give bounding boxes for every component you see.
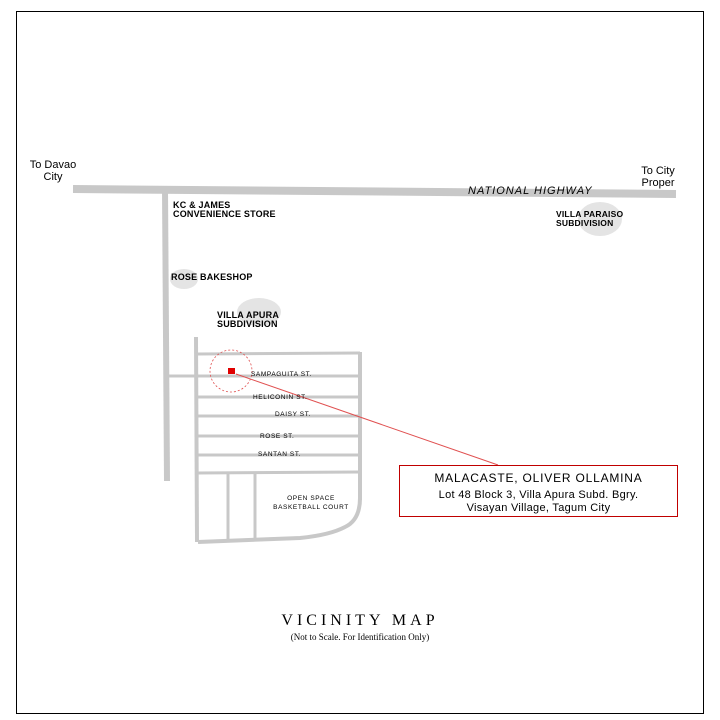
location-marker bbox=[228, 368, 235, 374]
street-label-heliconin: HELICONIN ST. bbox=[253, 394, 308, 401]
street-label-daisy: DAISY ST. bbox=[275, 411, 311, 418]
to-city-proper-label bbox=[632, 165, 684, 189]
subdivision-left-road bbox=[196, 337, 197, 542]
to-city-line-1: To City bbox=[641, 165, 675, 177]
villa-paraiso-line-1: VILLA PARAISO bbox=[556, 209, 624, 219]
to-city-line-2: Proper bbox=[641, 177, 675, 189]
kc-james-line-2: CONVENIENCE STORE bbox=[173, 209, 276, 219]
national-highway-label: NATIONAL HIGHWAY bbox=[468, 185, 593, 197]
to-davao-label bbox=[27, 159, 79, 183]
map-subtitle: (Not to Scale. For Identification Only) bbox=[290, 632, 430, 642]
open-space-label bbox=[262, 494, 360, 512]
access-road bbox=[165, 189, 167, 481]
street-road-top bbox=[197, 353, 360, 354]
villa-paraiso-label bbox=[556, 210, 623, 228]
street-label-santan: SANTAN ST. bbox=[258, 451, 302, 458]
open-space-line-2: BASKETBALL COURT bbox=[273, 504, 349, 511]
street-road-lower bbox=[197, 472, 360, 473]
villa-apura-line-1: VILLA APURA bbox=[217, 310, 280, 320]
to-davao-line-2: City bbox=[43, 171, 63, 183]
property-info-box bbox=[399, 465, 678, 517]
open-space-line-1: OPEN SPACE bbox=[287, 495, 335, 502]
kc-james-line-1: KC & JAMES bbox=[173, 200, 231, 210]
map-title: VICINITY MAP bbox=[281, 612, 439, 629]
villa-apura-label bbox=[217, 311, 279, 329]
rose-bakeshop-label: ROSE BAKESHOP bbox=[171, 272, 253, 282]
address-line-1: Lot 48 Block 3, Villa Apura Subd. Bgry. bbox=[438, 489, 639, 501]
address-line-2: Visayan Village, Tagum City bbox=[466, 502, 611, 514]
street-label-sampaguita: SAMPAGUITA ST. bbox=[251, 371, 312, 378]
to-davao-line-1: To Davao bbox=[29, 159, 77, 171]
street-label-rose: ROSE ST. bbox=[260, 433, 295, 440]
villa-apura-line-2: SUBDIVISION bbox=[217, 319, 278, 329]
property-address bbox=[400, 489, 677, 515]
owner-name: MALACASTE, OLIVER OLLAMINA bbox=[434, 471, 643, 485]
kc-james-store-label bbox=[173, 201, 276, 219]
villa-paraiso-line-2: SUBDIVISION bbox=[556, 218, 614, 228]
